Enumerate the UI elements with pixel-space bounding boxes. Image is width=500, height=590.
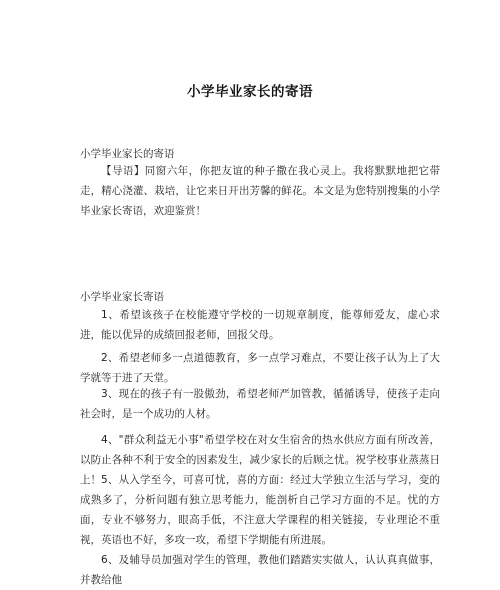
intro-heading: 小学毕业家长的寄语 <box>80 148 175 160</box>
body-heading: 小学毕业家长寄语 <box>80 291 164 303</box>
list-item: 6、及辅导员加强对学生的管理，教他们踏踏实实做人，认认真真做事，并教给他 <box>80 554 440 586</box>
intro-paragraph: 【导语】同窗六年，你把友谊的种子撒在我心灵上。我将默默地把它带走，精心浇灌、栽培，让它来日开出芳馨的鲜花。本文是为您特别搜集的小学毕业家长寄语，欢迎鉴赏！ <box>80 165 440 217</box>
list-item: 2、希望老师多一点道德教育，多一点学习难点，不要让孩子认为上了大学就等于进了天堂。 <box>80 352 440 384</box>
list-item: 4、"群众利益无小事"希望学校在对女生宿舍的热水供应方面有所改善，以防止各种不利于安全的因素发生，减少家长的后顾之忧。祝学校事业蒸蒸日上！ <box>80 434 440 486</box>
page-title: 小学毕业家长的寄语 <box>187 84 313 100</box>
list-item: 1、希望该孩子在校能遵守学校的一切规章制度，能尊师爱友，虚心求进，能以优异的成绩回报老师，回报父母。 <box>80 309 440 341</box>
list-item: 3、现在的孩子有一股傲劲，希望老师严加管教，循循诱导，使孩子走向社会时，是一个成功的人材。 <box>80 388 440 420</box>
list-item: 5、从入学至今，可喜可忧，喜的方面：经过大学独立生活与学习，变的成熟多了，分析问题有独立思考能力，能剖析自己学习方面的不足。忧的方面，专业不够努力，眼高手低，不注意大学课程的相关链接，专业理论不重视，英语也不好，多攻一攻，希望下学期能有所进展。 <box>80 474 440 546</box>
